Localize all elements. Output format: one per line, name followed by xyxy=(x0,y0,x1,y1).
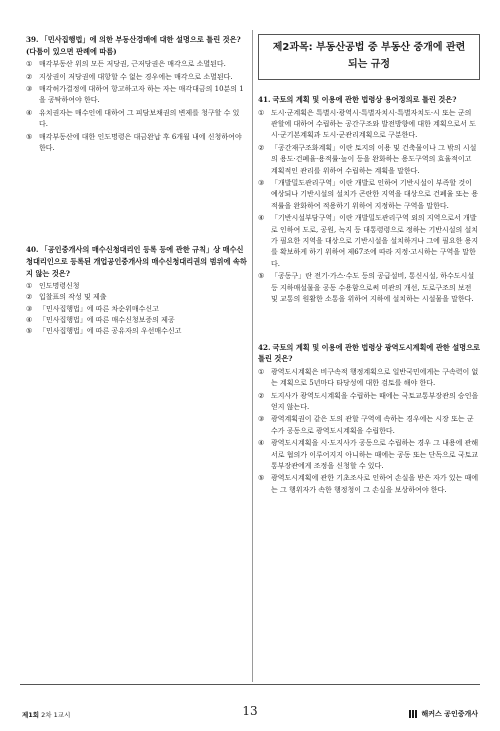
option-item: ④ 「기반시설부담구역」이란 개발밀도관리구역 외의 지역으로서 개발로 인하여 도로, 공원, 녹지 등 대통령령으로 정하는 기반시설의 설치가 필요한 지역을 대상으로 기반시설을 설치하거나 그에 필요한 용지를 확보하게 하기 위하여 제67조에 따라 지정·고시하는 구역을 말한다. xyxy=(258,214,479,268)
footer-rule xyxy=(20,684,480,685)
publisher-logo: 해커스 공인중개사 xyxy=(409,709,478,719)
option-list xyxy=(258,108,480,306)
option-item: ③ 「민사집행법」에 따른 차순위매수신고 xyxy=(26,304,159,313)
option-item: ⑤ 매각부동산에 대한 인도명령은 대금완납 후 6개월 내에 신청하여야 한다. xyxy=(26,132,242,153)
option-item: ② 입찰표의 작성 및 제출 xyxy=(26,293,107,302)
question-stem: 39. 「민사집행법」에 의한 부동산경매에 대한 설명으로 틀린 것은? (다툼이 있으면 판례에 따름) xyxy=(26,35,241,56)
option-item: ③ 「개발밀도관리구역」이란 개발로 인하여 기반시설이 부족할 것이 예상되나 기반시설의 설치가 곤란한 지역을 대상으로 건폐율 또는 용적률을 완화하여 적용하기 위하여 지정하는 구역을 말한다. xyxy=(258,179,479,210)
option-item: ③ 광역계획권이 같은 도의 관할 구역에 속하는 경우에는 시장 또는 군수가 공동으로 광역도시계획을 수립한다. xyxy=(258,415,474,435)
option-item: ④ 「민사집행법」에 따른 매수신청보증의 제공 xyxy=(26,315,175,324)
question-42 xyxy=(258,342,480,497)
left-column xyxy=(26,34,248,337)
option-item: ⑤ 「민사집행법」에 따른 공유자의 우선매수신고 xyxy=(26,327,182,336)
option-list xyxy=(26,281,248,337)
page-number: 13 xyxy=(242,704,258,718)
option-item: ① 도시·군계획은 특별시·광역시·특별자치시·특별자치도·시 또는 군의 관할에 대하여 수립하는 공간구조와 발전방향에 대한 계획으로서 도시·군기본계획과 도시·군관리계획으로 구분한다. xyxy=(258,108,476,140)
option-item: ① 인도명령신청 xyxy=(26,282,80,291)
question-stem: 40. 「공인중개사의 매수신청대리인 등록 등에 관한 규칙」상 매수신청대리인으로 등록된 개업공인중개사의 매수신청대리권의 범위에 속하지 않는 것은? xyxy=(26,245,247,278)
publisher-logo-icon xyxy=(409,710,418,718)
section-header-box xyxy=(258,34,480,80)
option-item: ③ 매각허가결정에 대하여 항고하고자 하는 자는 매각대금의 10분의 1을 공탁하여야 한다. xyxy=(26,85,244,105)
option-item: ① 광역도시계획은 비구속적 행정계획으로 일반국민에게는 구속력이 없는 계획으로 5년마다 타당성에 대한 검토를 해야 한다. xyxy=(258,367,479,388)
option-item: ② 도지사가 광역도시계획을 수립하는 때에는 국토교통부장관의 승인을 얻지 않는다. xyxy=(258,391,479,411)
footer-exam-info: 제1회 2차 1교시 xyxy=(22,711,71,719)
question-stem: 42. 국토의 계획 및 이용에 관한 법령상 광역도시계획에 관한 설명으로 틀린 것은? xyxy=(258,342,481,364)
question-40 xyxy=(26,244,248,337)
column-divider xyxy=(252,30,253,682)
option-item: ② 「공간재구조화계획」이란 토지의 이용 및 건축물이나 그 밖의 시설의 용도·건폐율·용적률·높이 등을 완화하는 용도구역의 효율적이고 계획적인 관리를 위하여 수립하는 계획을 말한다. xyxy=(258,143,477,175)
option-item: ② 지상권이 저당권에 대항할 수 없는 경우에는 매각으로 소멸된다. xyxy=(26,72,233,81)
question-41 xyxy=(258,94,480,306)
question-39 xyxy=(26,34,248,154)
option-item: ④ 광역도시계획을 시·도지사가 공동으로 수립하는 경우 그 내용에 관해 서로 협의가 이루어지지 아니하는 때에는 공동 또는 단독으로 국토교통부장관에게 조정을 신청할 수 있다. xyxy=(258,439,479,470)
question-stem: 41. 국토의 계획 및 이용에 관한 법령상 용어정의로 틀린 것은? xyxy=(258,95,457,104)
option-item: ① 매각부동산 위의 모든 저당권, 근저당권은 매각으로 소멸된다. xyxy=(26,60,226,69)
option-item: ⑤ 광역도시계획에 관한 기초조사로 인하여 손실을 받은 자가 있는 때에는 그 행위자가 속한 행정청이 그 손실을 보상하여야 한다. xyxy=(258,474,479,494)
option-item: ⑤ 「공동구」란 전기·가스·수도 등의 공급설비, 통신시설, 하수도시설 등 지하매설물을 공동 수용함으로써 미관의 개선, 도로구조의 보전 및 교통의 원활한 소통을 위하여 지하에 설치하는 시설물을 말한다. xyxy=(258,272,475,304)
option-item: ④ 유치권자는 매수인에 대하여 그 피담보채권의 변제를 청구할 수 있다. xyxy=(26,108,240,129)
option-list xyxy=(258,367,480,496)
option-list xyxy=(26,59,248,154)
section-title: 제2과목: 부동산공법 중 부동산 중개에 관련 되는 규정 xyxy=(272,42,466,70)
right-column xyxy=(258,94,480,497)
